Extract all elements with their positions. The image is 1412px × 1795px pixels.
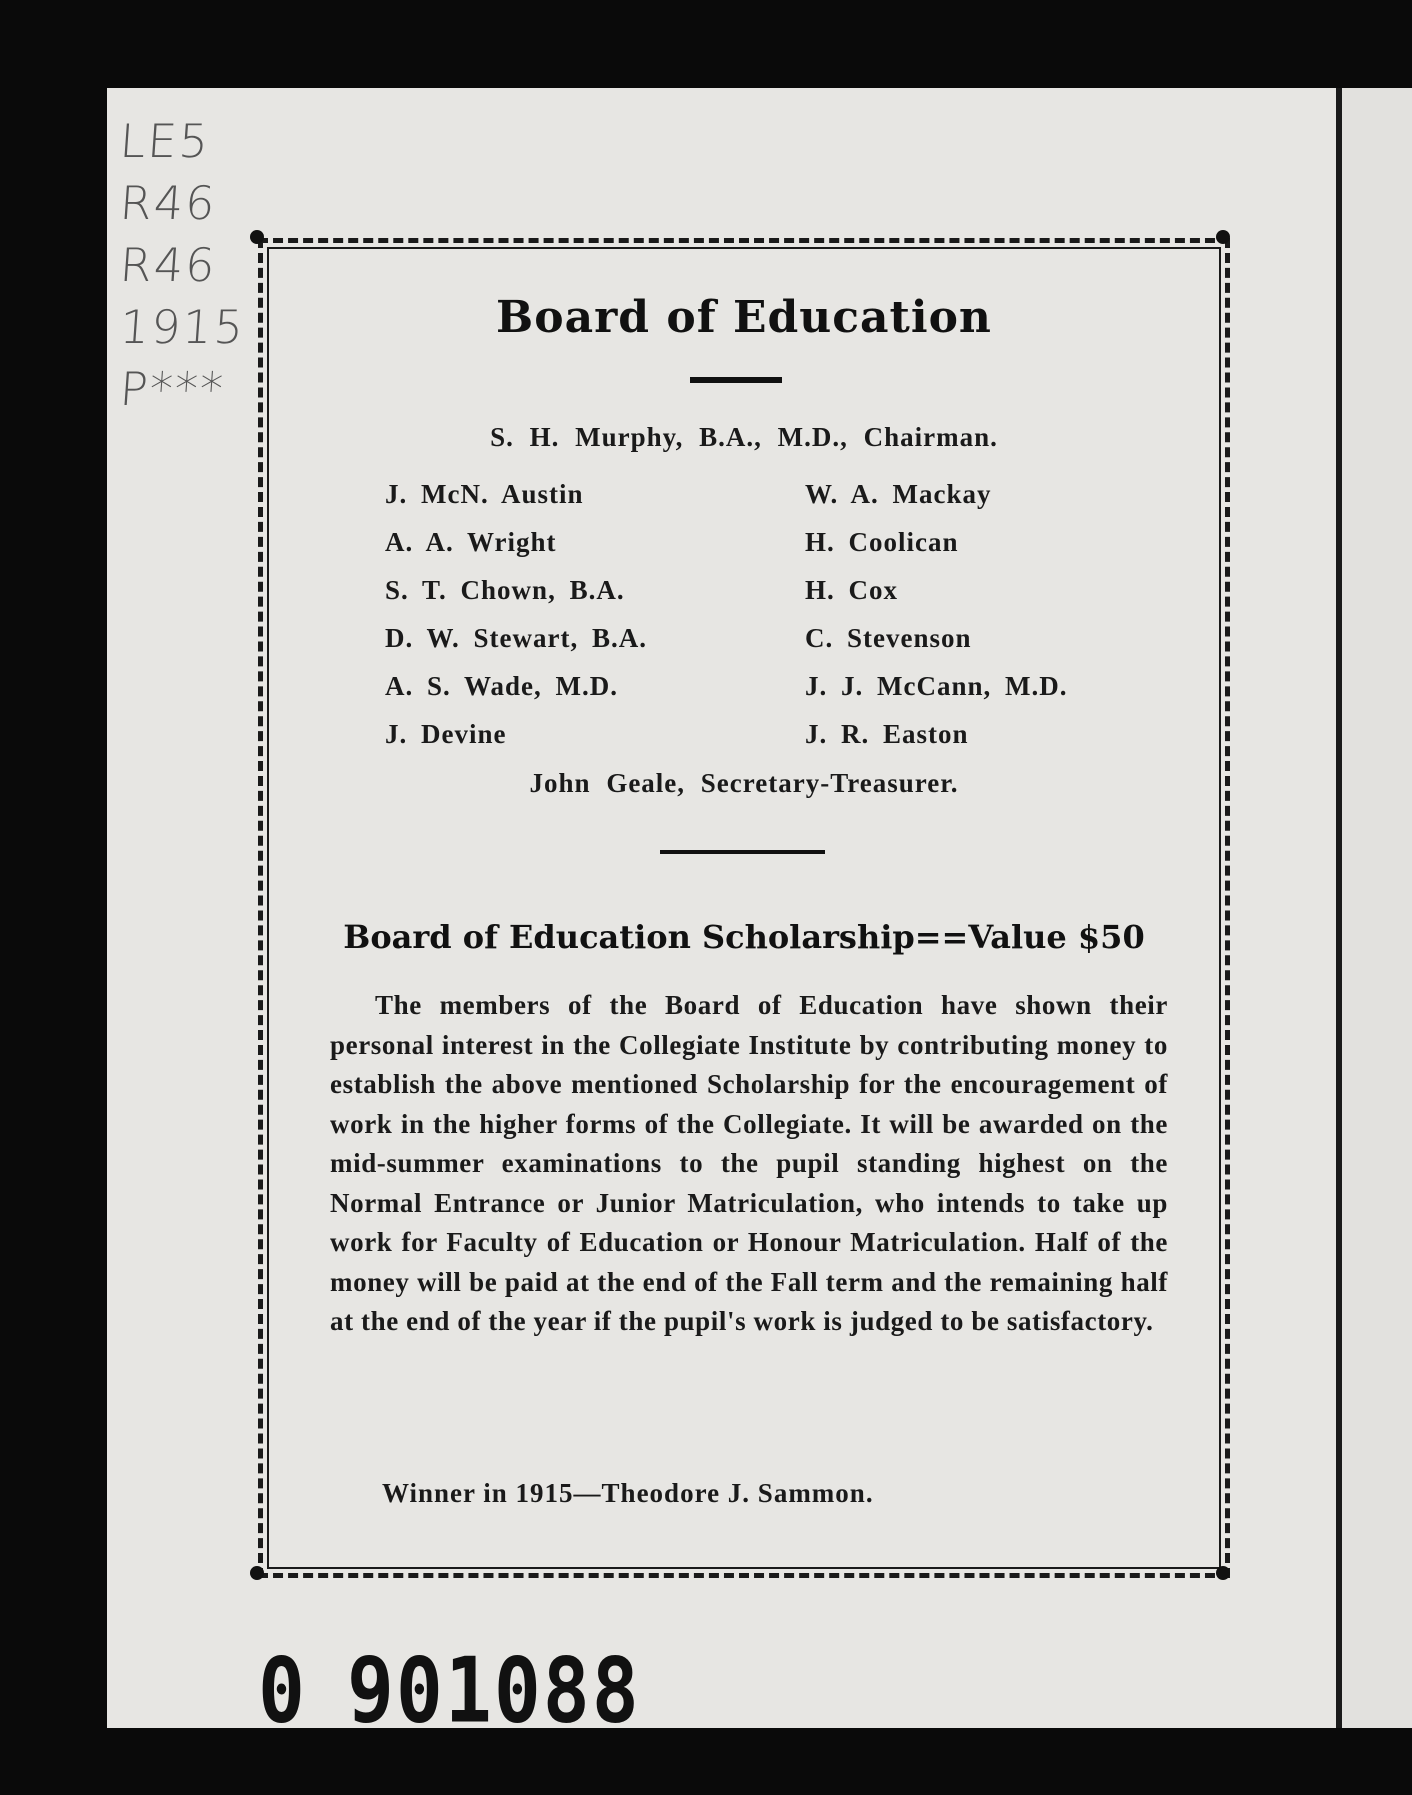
- scholarship-text: The members of the Board of Education have shown their personal interest in the Collegiate Institute by contributing money to establish the above mentioned Scholarship for the encouragement of work in the higher forms of the Collegiate. It will be awarded on the mid-summer examinations to the pupil standing highest on the Normal Entrance or Junior Matriculation, who intends to take up work for Faculty of Education or Honour Matriculation. Half of the money will be paid at the end of the Fall term and the remaining half at the end of the year if the pupil's work is judged to be satisfactory.: [330, 990, 1168, 1336]
- winner-line: Winner in 1915—Theodore J. Sammon.: [382, 1478, 874, 1508]
- stamp-prefix: 0: [258, 1640, 307, 1744]
- member-name: W. A. Mackay: [805, 479, 992, 509]
- border-corner-ornament: [1216, 1566, 1230, 1580]
- catalog-line: LE5: [118, 114, 212, 168]
- member-name: S. T. Chown, B.A.: [385, 575, 625, 605]
- border-corner-ornament: [250, 1566, 264, 1580]
- member-name: J. R. Easton: [805, 719, 969, 749]
- facing-page-edge: [1342, 88, 1412, 1728]
- chairman-line: S. H. Murphy, B.A., M.D., Chairman.: [490, 422, 998, 452]
- secretary-line: John Geale, Secretary-Treasurer.: [529, 768, 959, 798]
- handwritten-catalog-mark: [120, 110, 245, 420]
- members-right-column: [805, 470, 1067, 758]
- page-title: Board of Education: [496, 292, 992, 343]
- member-name: H. Coolican: [805, 527, 959, 557]
- catalog-line: R46: [118, 176, 219, 230]
- catalog-line: R46: [118, 238, 219, 292]
- members-left-column: [385, 470, 647, 758]
- scholarship-heading: Board of Education Scholarship==Value $50: [343, 918, 1145, 956]
- member-name: J. Devine: [385, 719, 507, 749]
- scholarship-paragraph: [330, 986, 1168, 1342]
- border-corner-ornament: [250, 230, 264, 244]
- member-name: H. Cox: [805, 575, 898, 605]
- section-divider: [660, 850, 825, 854]
- catalog-line: P***: [118, 362, 227, 416]
- title-ornament-rule: [690, 377, 782, 383]
- stamp-number: 901088: [346, 1640, 641, 1744]
- member-name: D. W. Stewart, B.A.: [385, 623, 648, 653]
- member-name: A. S. Wade, M.D.: [385, 671, 619, 701]
- member-name: J. J. McCann, M.D.: [805, 671, 1068, 701]
- border-corner-ornament: [1216, 230, 1230, 244]
- archive-stamp-number: [258, 1640, 641, 1744]
- member-name: A. A. Wright: [385, 527, 557, 557]
- member-name: C. Stevenson: [805, 623, 972, 653]
- catalog-line: 1915: [118, 300, 247, 354]
- member-name: J. McN. Austin: [385, 479, 584, 509]
